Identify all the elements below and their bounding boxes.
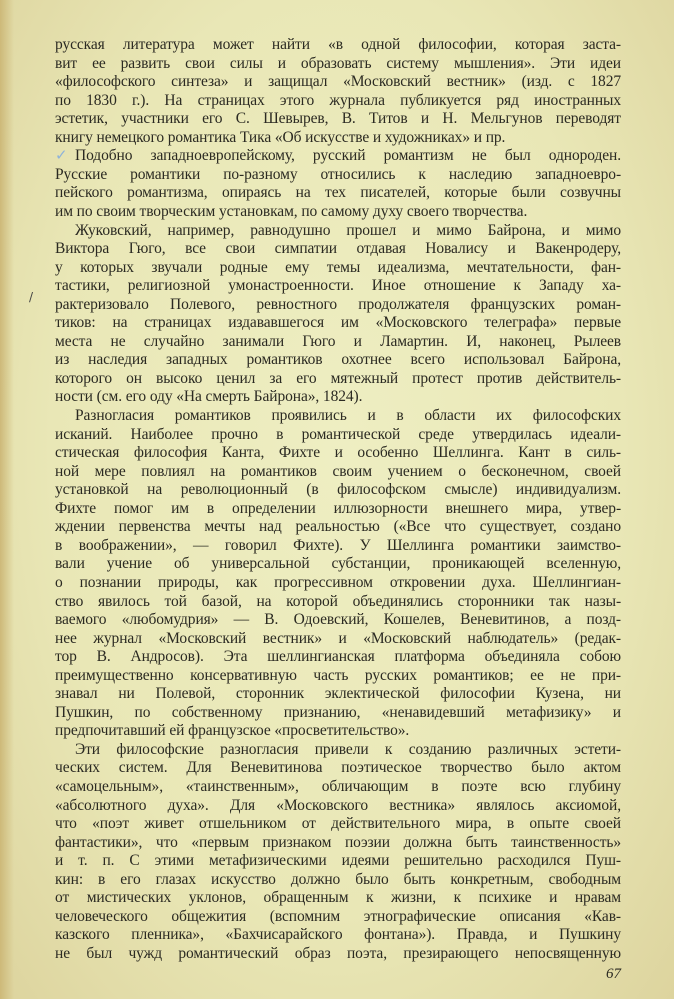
- text-line: эстетик, участники его С. Шевырев, В. Титов и Н. Мельгунов переводят: [55, 110, 621, 128]
- text-line: Фихте помог им в определении иллюзорности внешнего мира, утвер-: [55, 499, 621, 517]
- text-line: о познании природы, как прогрессивном откровении духа. Шеллингиан-: [55, 573, 621, 591]
- text-line: им по своим творческим установкам, по самому духу своего творчества.: [55, 202, 528, 220]
- text-line: человеческого общежития (вспомним этнографические описания «Кав-: [55, 907, 621, 925]
- page-number: 67: [606, 966, 621, 982]
- text-line: предпочитавший ей французское «просветительство».: [55, 722, 410, 740]
- text-line: Жуковский, например, равнодушно прошел и мимо Байрона, и мимо: [75, 221, 621, 239]
- text-line: книгу немецкого романтика Тика «Об искусстве и художниках» и пр.: [55, 128, 506, 146]
- text-line: тиков: на страницах издававшегося им «Московского телеграфа» первые: [55, 314, 621, 332]
- text-line: исканий. Наиболее прочно в романтической среде утвердилась идеали-: [55, 425, 621, 443]
- text-line: кин: в его глазах искусство должно было быть конкретным, свободным: [55, 870, 621, 888]
- text-line: русская литература может найти «в одной философии, которая заста-: [55, 36, 621, 53]
- text-line: в воображении», — говорил Фихте). У Шеллинга романтики заимство-: [55, 536, 621, 554]
- text-line: из наследия западных романтиков охотнее всего использовал Байрона,: [55, 351, 621, 369]
- margin-check-mark-icon: ✓: [55, 146, 68, 164]
- text-line: ности (см. его оду «На смерть Байрона», 1824).: [55, 388, 363, 406]
- text-line: ваемого «любомудрия» — В. Одоевский, Кошелев, Веневитинов, а позд-: [55, 611, 621, 629]
- text-line: фантастики», что «первым признаком поэзии должна быть таинственность»: [55, 833, 621, 851]
- text-line: вали учение об универсальной субстанции, проникающей вселенную,: [55, 555, 621, 573]
- text-line: ство явилось той базой, на которой объединялись сторонники так назы-: [55, 592, 621, 610]
- text-line: «философского синтеза» и защищал «Московский вестник» (изд. с 1827: [55, 73, 621, 91]
- text-line: установкой на революционный (в философском смысле) индивидуализм.: [55, 481, 621, 499]
- text-line: Виктора Гюго, все свои симпатии отдавая Новалису и Вакенродеру,: [55, 240, 621, 258]
- text-line: Подобно западноевропейскому, русский романтизм не был однороден.: [75, 147, 621, 165]
- text-line: Эти философские разногласия привели к созданию различных эстети-: [75, 740, 621, 758]
- text-line: тор В. Андросов). Эта шеллингианская платформа объединяла собою: [55, 648, 621, 666]
- text-line: места не случайно занимали Гюго и Ламартин. И, наконец, Рылеев: [55, 332, 621, 350]
- text-line: тастики, религиозной умонастроенности. Иное отношение к Западу ха-: [55, 277, 621, 295]
- text-line: и т. п. С этими метафизическими идеями решительно расходился Пуш-: [55, 852, 621, 870]
- text-line: Пушкин, по собственному признанию, «ненавидевший метафизику» и: [55, 703, 621, 721]
- text-line: нее журнал «Московский вестник» и «Московский наблюдатель» (редак-: [55, 629, 621, 647]
- text-line: стическая философия Канта, Фихте и особенно Шеллинга. Кант в силь-: [55, 444, 621, 462]
- text-line: у которых звучали родные ему темы идеализма, мечтательности, фан-: [55, 258, 621, 276]
- text-line: рактеризовало Полевого, ревностного продолжателя французских роман-: [55, 295, 621, 313]
- text-line: по 1830 г.). На страницах этого журнала публикуется ряд иностранных: [55, 91, 621, 109]
- text-line: от мистических уклонов, обращенным к жизни, к психике и нравам: [55, 889, 621, 907]
- text-line: ждении первенства мечты над реальностью («Все что существует, создано: [55, 518, 621, 536]
- text-line: ной мере повлиял на романтиков своим учением о бесконечном, своей: [55, 462, 621, 480]
- text-line: вит ее развить свои силы и образовать систему мышления». Эти идеи: [55, 54, 621, 72]
- text-line: Русские романтики по-разному относились к наследию западноевро-: [55, 165, 621, 183]
- margin-pencil-mark-icon: /: [29, 290, 34, 304]
- text-line: Разногласия романтиков проявились и в области их философских: [75, 407, 621, 424]
- text-line: не был чужд романтический образ поэта, презирающего непосвященную: [55, 944, 621, 962]
- text-line: «абсолютного духа». Для «Московского вестника» являлось аксиомой,: [55, 796, 621, 814]
- text-line: пейского романтизма, опираясь на тех писателей, которые были созвучны: [55, 184, 621, 202]
- text-line: которого он высоко ценил за его мятежный протест против действитель-: [55, 369, 621, 387]
- text-line: «самоцельным», «таинственным», обличающим в поэте всю глубину: [55, 778, 621, 795]
- text-line: ческих систем. Для Веневитинова поэтическое творчество было актом: [55, 759, 621, 777]
- text-line: знавал ни Полевой, сторонник эклектической философии Кузена, ни: [55, 685, 621, 703]
- text-line: преимущественно консервативную часть русских романтиков; ее не при-: [55, 666, 621, 684]
- text-line: что «поэт живет отшельником от действительного мира, в опыте своей: [55, 815, 621, 833]
- text-line: казского пленника», «Бахчисарайского фонтана»). Правда, и Пушкину: [55, 926, 621, 944]
